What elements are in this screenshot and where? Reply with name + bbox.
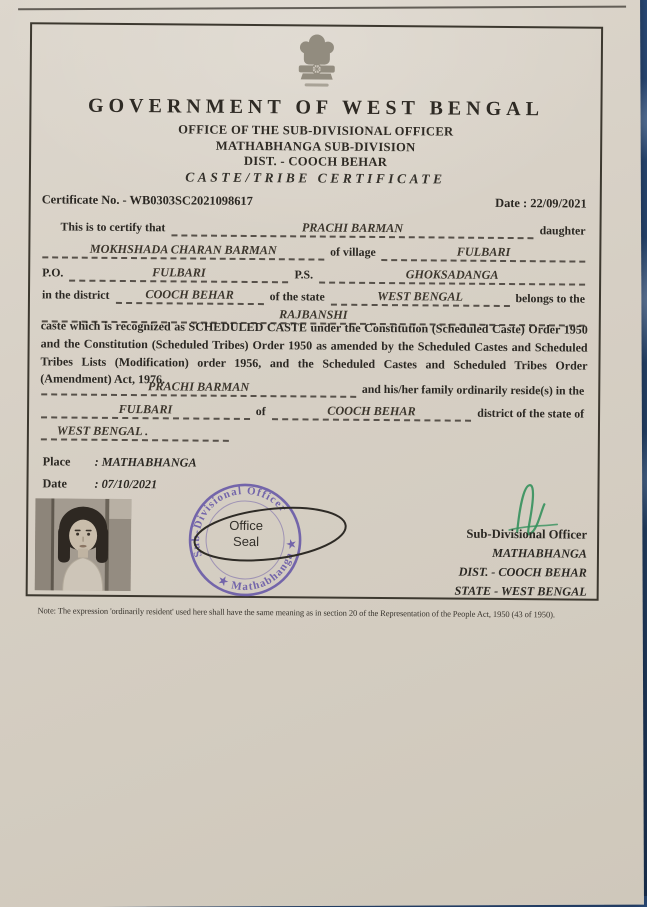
of-label: of xyxy=(255,404,266,419)
certificate-number-label: Certificate No. - xyxy=(41,192,127,208)
caste-field: RAJBANSHI xyxy=(42,306,585,327)
place-label: Place xyxy=(42,454,71,469)
form-row-reside-place xyxy=(41,402,584,423)
reside-label: and his/her family ordinarily reside(s) in the xyxy=(361,382,585,399)
form-row-po-ps xyxy=(42,265,585,286)
certificate-content xyxy=(26,22,604,620)
signature-block xyxy=(454,525,587,602)
po-field: FULBARI xyxy=(69,266,288,284)
district-state-label: district of the state of xyxy=(477,406,585,422)
signatory-place: MATHABHANGA xyxy=(492,545,588,561)
po-label: P.O. xyxy=(42,265,64,280)
form-row-district-state xyxy=(42,287,585,308)
resident-name-field: PRACHI BARMAN xyxy=(41,379,356,398)
village-field: FULBARI xyxy=(382,245,586,263)
certificate-number-value: WB0303SC2021098617 xyxy=(129,193,253,209)
signatory-state: STATE - WEST BENGAL xyxy=(454,583,587,599)
office-seal-stamp xyxy=(178,469,359,606)
svg-text:★ Mathabhanga ★ xyxy=(212,533,312,607)
issue-date-label: Date : xyxy=(495,195,528,211)
seal-center-line2: Seal xyxy=(232,533,260,550)
state-label: of the state xyxy=(269,289,325,304)
reside-district-field: COOCH BEHAR xyxy=(272,404,472,422)
district-field: COOCH BEHAR xyxy=(115,288,263,306)
district-line: DIST. - COOCH BEHAR xyxy=(243,153,388,170)
certify-label: This is to certify that xyxy=(60,219,166,235)
subdivision-line: MATHABHANGA SUB-DIVISION xyxy=(215,138,416,155)
place-value: : MATHABHANGA xyxy=(94,454,197,470)
form-row-parent xyxy=(42,242,585,263)
document-title: CASTE/TRIBE CERTIFICATE xyxy=(185,169,446,187)
certificate-border-frame xyxy=(26,22,603,600)
signatory-title: Sub-Divisional Officer xyxy=(466,526,588,542)
parent-name-field: MOKHSHADA CHARAN BARMAN xyxy=(42,242,324,261)
ps-field: GHOKSADANGA xyxy=(319,268,585,287)
reside-state-field: WEST BENGAL . xyxy=(41,424,229,442)
seal-ring-top-text: Sub-Divisional Officer xyxy=(189,484,290,559)
footnote: Note: The expression 'ordinarily resident' used here shall have the same meaning as in section 20 of the Representation of the People Act, 1950 (43 of 1950). xyxy=(37,605,555,620)
seal-ring-bottom-text: ★ Mathabhanga ★ xyxy=(215,537,299,594)
date-value: : 07/10/2021 xyxy=(94,476,158,492)
district-label: in the district xyxy=(41,287,110,303)
issue-date xyxy=(495,196,587,212)
ps-label: P.S. xyxy=(294,267,314,282)
ashoka-emblem-icon xyxy=(287,30,346,99)
date-label: Date xyxy=(42,476,67,491)
place-row xyxy=(43,454,197,470)
seal-center-line1: Office xyxy=(229,517,264,534)
form-row-reside-state xyxy=(41,424,584,445)
relation-label: daughter xyxy=(539,223,586,239)
government-title: GOVERNMENT OF WEST BENGAL xyxy=(87,94,545,121)
form-row-certify xyxy=(42,219,585,240)
recognition-paragraph: caste which is recognized as SCHEDULED CASTE under the Constitution (Scheduled Caste) Order 1950 and the Constitution (Scheduled Tribes) Order 1950 as amended by the Scheduled Castes and Scheduled Tribes Lists (Modification) order 1956, and the Scheduled Castes and Scheduled Tribes Order (Amendment) Act, 1976. xyxy=(40,318,588,387)
belongs-label: belongs to the xyxy=(515,291,586,307)
reside-place-field: FULBARI xyxy=(41,402,250,420)
paper-top-edge-line xyxy=(18,6,626,11)
form-row-resident xyxy=(41,379,584,400)
office-line: OFFICE OF THE SUB-DIVISIONAL OFFICER xyxy=(178,122,454,139)
issue-date-value: 22/09/2021 xyxy=(530,196,587,211)
applicant-photo xyxy=(35,498,132,591)
applicant-name-field: PRACHI BARMAN xyxy=(171,220,533,239)
of-village-label: of village xyxy=(330,245,376,260)
signatory-district: DIST. - COOCH BEHAR xyxy=(458,564,587,580)
date-row xyxy=(42,476,157,492)
certificate-number xyxy=(42,192,253,209)
state-field: WEST BENGAL xyxy=(331,290,510,308)
meta-row xyxy=(42,192,587,211)
